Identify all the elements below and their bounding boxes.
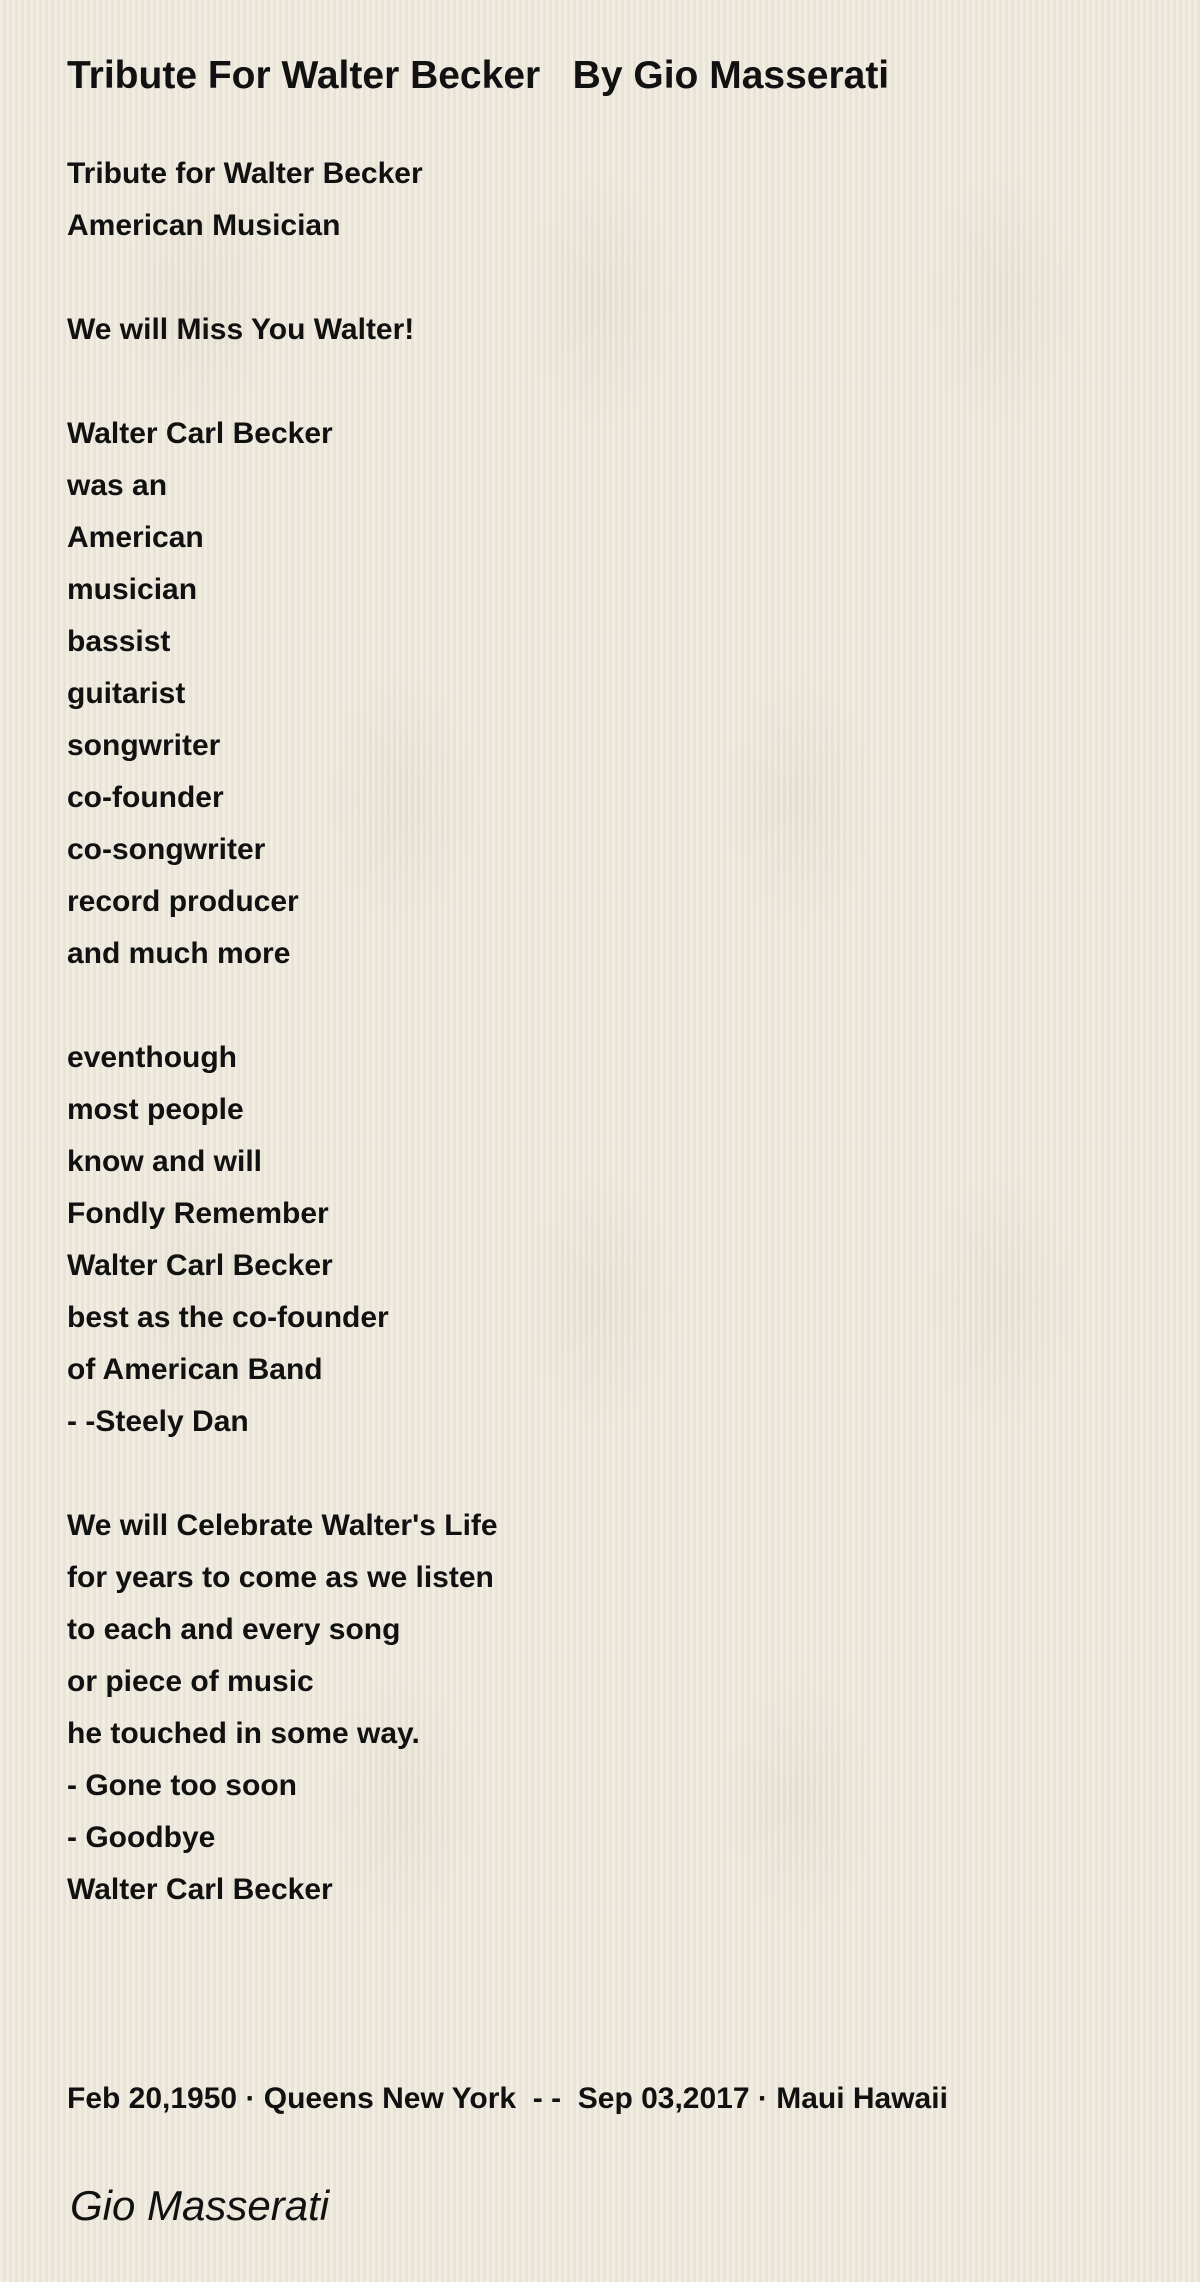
poem-line — [67, 356, 498, 408]
poem-line — [67, 980, 498, 1032]
poem-line: record producer — [67, 885, 299, 918]
poem-line: Fondly Remember — [67, 1197, 329, 1230]
poem-line — [67, 1448, 498, 1500]
poem-line: - -Steely Dan — [67, 1405, 249, 1438]
poem-line: for years to come as we listen — [67, 1561, 494, 1594]
poem-line: was an — [67, 469, 168, 502]
poem-line: and much more — [67, 937, 291, 970]
poem-line: to each and every song — [67, 1613, 401, 1646]
poem-title: Tribute For Walter Becker By Gio Masserati — [67, 54, 890, 97]
author-signature: Gio Masserati — [70, 2182, 330, 2229]
poem-line: Walter Carl Becker — [67, 417, 333, 450]
poem-line: American Musician — [67, 209, 341, 242]
poem-line: Walter Carl Becker — [67, 1873, 333, 1906]
poem-line: or piece of music — [67, 1665, 314, 1698]
poem-line: American — [67, 521, 204, 554]
poem-line: he touched in some way. — [67, 1717, 420, 1750]
poem-body — [67, 148, 498, 1916]
poem-line: know and will — [67, 1145, 263, 1178]
author-dates: Feb 20,1950 · Queens New York - - Sep 03,2017 · Maui Hawaii — [67, 2082, 948, 2115]
poem-line: We will Celebrate Walter's Life — [67, 1509, 498, 1542]
poem-line: most people — [67, 1093, 244, 1126]
poem-line: Walter Carl Becker — [67, 1249, 333, 1282]
poem-line: songwriter — [67, 729, 221, 762]
poem-line: Tribute for Walter Becker — [67, 157, 423, 190]
poem-line: co-songwriter — [67, 833, 266, 866]
poem-line: best as the co-founder — [67, 1301, 389, 1334]
poem-line: - Goodbye — [67, 1821, 216, 1854]
poem-line: guitarist — [67, 677, 186, 710]
poem-line: co-founder — [67, 781, 224, 814]
poem-line — [67, 252, 498, 304]
poem-line: - Gone too soon — [67, 1769, 297, 1802]
poem-line: bassist — [67, 625, 171, 658]
poem-line: musician — [67, 573, 198, 606]
poem-line: eventhough — [67, 1041, 237, 1074]
poem-line: We will Miss You Walter! — [67, 313, 415, 346]
poem-line: of American Band — [67, 1353, 323, 1386]
